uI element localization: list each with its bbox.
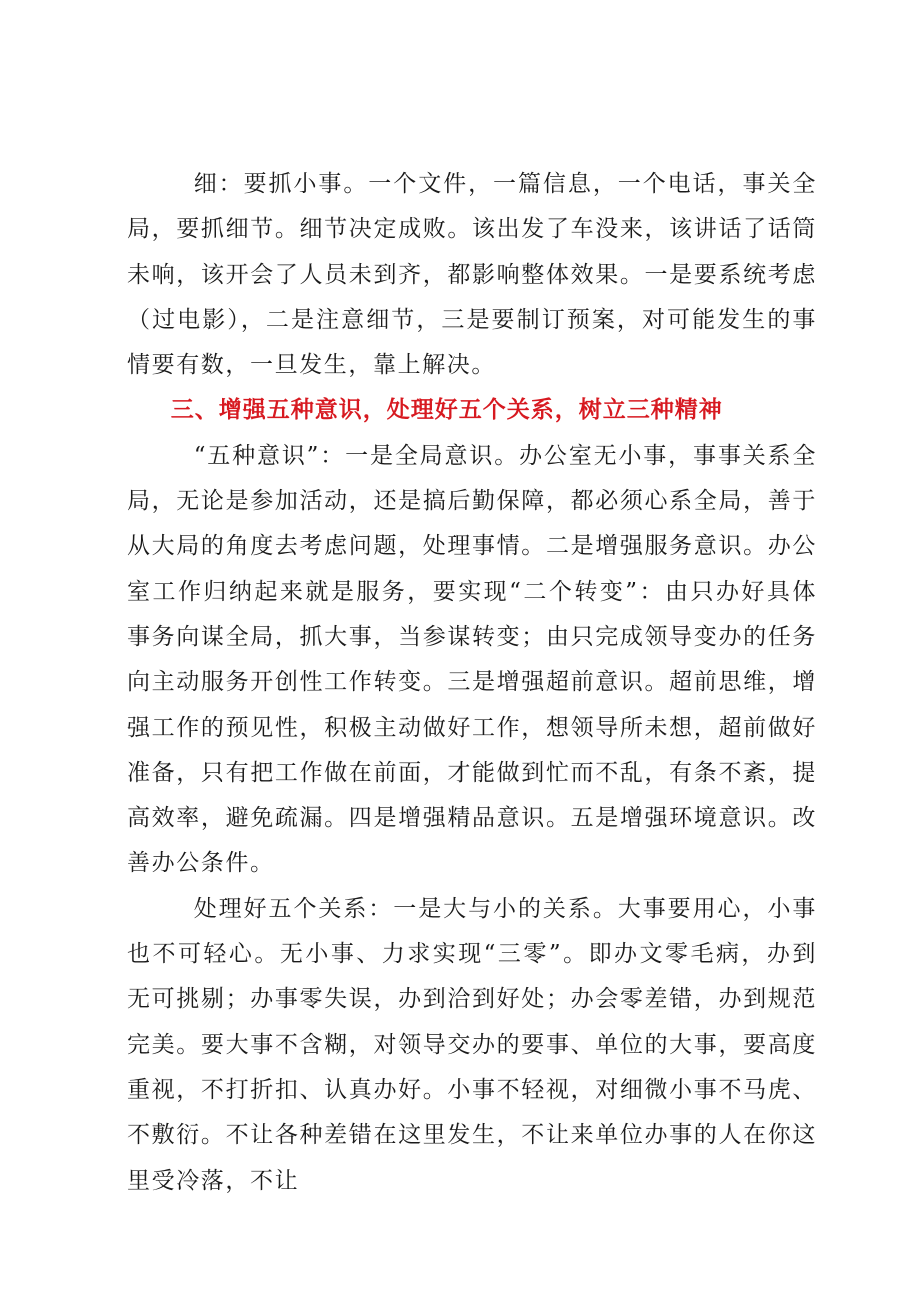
paragraph-detail: 细：要抓小事。一个文件，一篇信息，一个电话，事关全局，要抓细节。细节决定成败。该出发了车没来，该讲话了话筒未响，该开会了人员未到齐，都影响整体效果。一是要系统考虑（过电影），二是注意细节，三是要制订预案，对可能发生的事情要有数，一旦发生，靠上解决。 — [127, 171, 817, 379]
document-body — [127, 162, 817, 1204]
paragraph-five-relations: 处理好五个关系：一是大与小的关系。大事要用心，小事也不可轻心。无小事、力求实现“三零”。即办文零毛病，办到无可挑剔；办事零失误，办到洽到好处；办会零差错，办到规范完美。要大事不含糊，对领导交办的要事、单位的大事，要高度重视，不打折扣、认真办好。小事不轻视，对细微小事不马虎、不敷衍。不让各种差错在这里发生，不让来单位办事的人在你这里受冷落，不让 — [127, 895, 817, 1194]
section-heading: 三、增强五种意识，处理好五个关系，树立三种精神 — [170, 397, 723, 424]
paragraph-five-awareness: “五种意识”：一是全局意识。办公室无小事，事事关系全局，无论是参加活动，还是搞后勤保障，都必须心系全局，善于从大局的角度去考虑问题，处理事情。二是增强服务意识。办公室工作归纳起来就是服务，要实现“二个转变”：由只办好具体事务向谋全局，抓大事，当参谋转变；由只完成领导变办的任务向主动服务开创性工作转变。三是增强超前意识。超前思维，增强工作的预见性，积极主动做好工作，想领导所未想，超前做好准备，只有把工作做在前面，才能做到忙而不乱，有条不紊，提高效率，避免疏漏。四是增强精品意识。五是增强环境意识。改善办公条件。 — [127, 442, 817, 877]
